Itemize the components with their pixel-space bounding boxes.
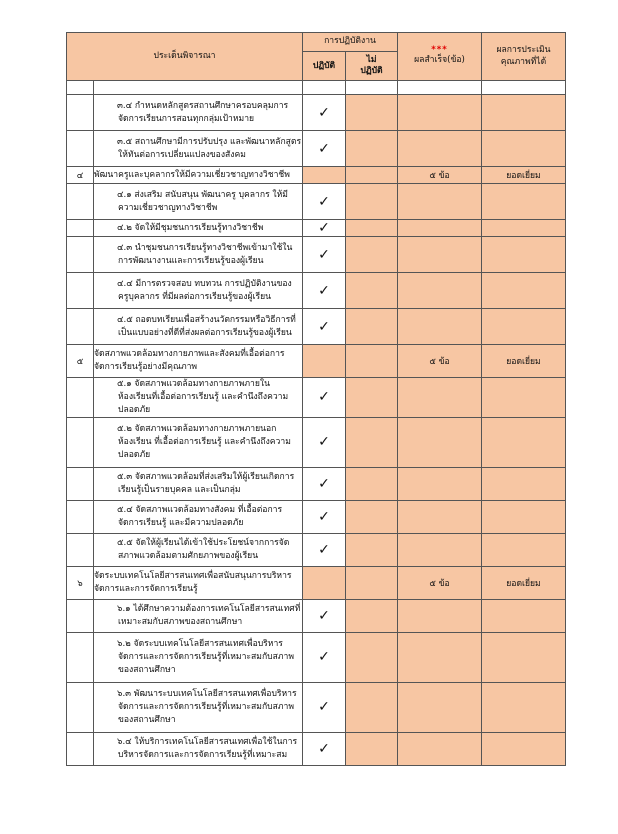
result-cell xyxy=(398,632,482,682)
row-text: พัฒนาครูและบุคลากรให้มีความเชี่ยวชาญทางวิชาชีพ xyxy=(94,167,303,184)
table-row xyxy=(67,220,566,237)
not-done-cell xyxy=(346,131,398,167)
table-body xyxy=(67,81,566,766)
row-number xyxy=(67,500,94,533)
quality-cell: ยอดเยี่ยม xyxy=(482,345,566,378)
table-row xyxy=(67,378,566,418)
result-cell xyxy=(398,273,482,309)
result-cell xyxy=(398,95,482,131)
result-cell xyxy=(398,732,482,765)
not-done-header xyxy=(346,52,398,81)
done-cell xyxy=(303,599,346,632)
sub-item-text: ๖.๓ พัฒนาระบบเทคโนโลยีสารสนเทศเพื่อบริหารจัดการและการจัดการเรียนรู้ที่เหมาะสมกับสภาพของสถานศึกษา xyxy=(117,688,297,725)
table-row xyxy=(67,417,566,467)
row-number xyxy=(67,632,94,682)
sub-item-text: ๖.๔ ให้บริการเทคโนโลยีสารสนเทศเพื่อใช้ในการบริหารจัดการและการจัดการเรียนรู้ที่เหมาะสม xyxy=(117,736,298,760)
quality-header-line1: ผลการประเมิน xyxy=(496,44,551,55)
row-number xyxy=(67,81,94,95)
row-number xyxy=(67,599,94,632)
check-icon: ✓ xyxy=(318,607,330,624)
done-cell xyxy=(303,273,346,309)
sub-item-text: ๕.๒ จัดสภาพแวดล้อมทางกายภาพภายนอกห้องเรียน ที่เอื้อต่อการเรียนรู้ และคำนึงถึงความปลอดภัย xyxy=(117,423,291,460)
quality-cell xyxy=(482,184,566,220)
not-done-cell xyxy=(346,184,398,220)
row-number xyxy=(67,131,94,167)
table-row xyxy=(67,237,566,273)
not-done-cell xyxy=(346,467,398,500)
section-row xyxy=(67,345,566,378)
row-text xyxy=(94,682,303,732)
sub-item-text: ๔.๔ มีการตรวจสอบ ทบทวน การปฏิบัติงานของครูบุคลากร ที่มีผลต่อการเรียนรู้ของผู้เรียน xyxy=(117,278,292,302)
result-cell xyxy=(398,533,482,566)
done-cell xyxy=(303,500,346,533)
check-icon: ✓ xyxy=(318,541,330,558)
not-done-cell xyxy=(346,309,398,345)
quality-cell xyxy=(482,131,566,167)
row-text xyxy=(94,417,303,467)
quality-cell xyxy=(482,467,566,500)
done-cell xyxy=(303,566,346,599)
quality-cell xyxy=(482,632,566,682)
table-row xyxy=(67,732,566,765)
row-text xyxy=(94,131,303,167)
row-number xyxy=(67,237,94,273)
not-done-cell xyxy=(346,533,398,566)
not-done-cell xyxy=(346,345,398,378)
row-text xyxy=(94,500,303,533)
table-row xyxy=(67,533,566,566)
table-row xyxy=(67,131,566,167)
sub-item-text: ๔.๕ ถอดบทเรียนเพื่อสร้างนวัตกรรมหรือวิธีการที่เป็นแบบอย่างที่ดีที่ส่งผลต่อการเรียนรู้ของผู้เรียน xyxy=(117,314,296,338)
row-text xyxy=(94,467,303,500)
row-number xyxy=(67,533,94,566)
result-cell xyxy=(398,220,482,237)
row-text xyxy=(94,81,303,95)
done-cell xyxy=(303,81,346,95)
done-cell xyxy=(303,95,346,131)
row-number xyxy=(67,273,94,309)
row-number xyxy=(67,220,94,237)
result-cell xyxy=(398,184,482,220)
sub-item-text: ๕.๔ จัดสภาพแวดล้อมทางสังคม ที่เอื้อต่อการจัดการเรียนรู้ และมีความปลอดภัย xyxy=(117,504,283,528)
criteria-header: ประเด็นพิจารณา xyxy=(67,33,303,81)
row-number xyxy=(67,732,94,765)
result-cell xyxy=(398,378,482,418)
row-text xyxy=(94,184,303,220)
sub-item-text: ๔.๒ จัดให้มีชุมชนการเรียนรู้ทางวิชาชีพ xyxy=(117,222,264,233)
row-number xyxy=(67,378,94,418)
not-done-cell xyxy=(346,599,398,632)
done-cell xyxy=(303,417,346,467)
row-text xyxy=(94,599,303,632)
row-text xyxy=(94,533,303,566)
sub-item-text: ๕.๕ จัดให้ผู้เรียนได้เข้าใช้ประโยชน์จากการจัดสภาพแวดล้อมตามศักยภาพของผู้เรียน xyxy=(117,537,290,561)
check-icon: ✓ xyxy=(318,220,330,236)
check-icon: ✓ xyxy=(318,193,330,210)
not-done-cell xyxy=(346,566,398,599)
result-cell xyxy=(398,131,482,167)
check-icon: ✓ xyxy=(318,140,330,157)
row-number xyxy=(67,682,94,732)
check-icon: ✓ xyxy=(318,699,330,716)
done-cell xyxy=(303,378,346,418)
quality-cell xyxy=(482,378,566,418)
not-done-cell xyxy=(346,500,398,533)
result-cell xyxy=(398,467,482,500)
quality-cell xyxy=(482,95,566,131)
quality-cell xyxy=(482,220,566,237)
quality-cell xyxy=(482,237,566,273)
check-icon: ✓ xyxy=(318,246,330,263)
quality-cell xyxy=(482,81,566,95)
result-cell xyxy=(398,237,482,273)
result-cell xyxy=(398,599,482,632)
result-cell xyxy=(398,500,482,533)
row-text: จัดสภาพแวดล้อมทางกายภาพและสังคมที่เอื้อต่อการจัดการเรียนรู้อย่างมีคุณภาพ xyxy=(94,345,303,378)
quality-cell xyxy=(482,682,566,732)
quality-cell xyxy=(482,417,566,467)
table-row xyxy=(67,273,566,309)
check-icon: ✓ xyxy=(318,318,330,335)
quality-cell: ยอดเยี่ยม xyxy=(482,566,566,599)
row-number: ๕ xyxy=(67,345,94,378)
sub-item-text: ๔.๓ นำชุมชนการเรียนรู้ทางวิชาชีพเข้ามาใช้ในการพัฒนางานและการเรียนรู้ของผู้เรียน xyxy=(117,242,293,266)
quality-cell xyxy=(482,732,566,765)
not-done-cell xyxy=(346,682,398,732)
not-done-header-line2: ปฏิบัติ xyxy=(360,66,383,76)
check-icon: ✓ xyxy=(318,282,330,299)
not-done-cell xyxy=(346,167,398,184)
not-done-cell xyxy=(346,632,398,682)
done-cell xyxy=(303,309,346,345)
table-row xyxy=(67,682,566,732)
row-number xyxy=(67,95,94,131)
table-row xyxy=(67,81,566,95)
check-icon: ✓ xyxy=(318,508,330,525)
quality-cell xyxy=(482,309,566,345)
check-icon: ✓ xyxy=(318,740,330,757)
quality-header xyxy=(482,33,566,81)
done-cell xyxy=(303,237,346,273)
check-icon: ✓ xyxy=(318,649,330,666)
sub-item-text: ๕.๓ จัดสภาพแวดล้อมที่ส่งเสริมให้ผู้เรียนเกิดการเรียนรู้เป็นรายบุคคล และเป็นกลุ่ม xyxy=(117,471,295,495)
row-number: ๖ xyxy=(67,566,94,599)
not-done-cell xyxy=(346,273,398,309)
check-icon: ✓ xyxy=(318,389,330,406)
table-row xyxy=(67,184,566,220)
sub-item-text: ๔.๑ ส่งเสริม สนับสนุน พัฒนาครู บุคลากร ให้มีความเชี่ยวชาญทางวิชาชีพ xyxy=(117,189,288,213)
not-done-cell xyxy=(346,81,398,95)
result-cell xyxy=(398,417,482,467)
done-header: ปฏิบัติ xyxy=(303,52,346,81)
row-text xyxy=(94,378,303,418)
section-row xyxy=(67,566,566,599)
row-text xyxy=(94,237,303,273)
quality-cell xyxy=(482,273,566,309)
result-cell xyxy=(398,309,482,345)
row-number xyxy=(67,184,94,220)
not-done-cell xyxy=(346,220,398,237)
row-text xyxy=(94,732,303,765)
done-cell xyxy=(303,184,346,220)
result-header-label: ผลสำเร็จ(ข้อ) xyxy=(414,55,465,65)
done-cell xyxy=(303,131,346,167)
evaluation-table xyxy=(66,32,566,766)
row-text: จัดระบบเทคโนโลยีสารสนเทศเพื่อสนับสนุนการบริหารจัดการและการจัดการเรียนรู้ xyxy=(94,566,303,599)
row-text xyxy=(94,220,303,237)
not-done-cell xyxy=(346,95,398,131)
result-cell: ๕ ข้อ xyxy=(398,345,482,378)
table-row xyxy=(67,599,566,632)
result-cell xyxy=(398,81,482,95)
result-cell xyxy=(398,682,482,732)
sub-item-text: ๖.๒ จัดระบบเทคโนโลยีสารสนเทศเพื่อบริหารจัดการและการจัดการเรียนรู้ที่เหมาะสมกับสภาพของสถานศึกษา xyxy=(117,638,295,675)
quality-cell: ยอดเยี่ยม xyxy=(482,167,566,184)
row-text xyxy=(94,309,303,345)
quality-cell xyxy=(482,533,566,566)
check-icon: ✓ xyxy=(318,475,330,492)
row-number xyxy=(67,467,94,500)
quality-cell xyxy=(482,599,566,632)
row-number: ๔ xyxy=(67,167,94,184)
table-row xyxy=(67,632,566,682)
done-cell xyxy=(303,732,346,765)
practice-header: การปฏิบัติงาน xyxy=(303,33,398,52)
quality-cell xyxy=(482,500,566,533)
done-cell xyxy=(303,682,346,732)
table-row xyxy=(67,500,566,533)
sub-item-text: ๓.๕ สถานศึกษามีการปรับปรุง และพัฒนาหลักสูตรให้ทันต่อการเปลี่ยนแปลงของสังคม xyxy=(117,136,302,160)
row-number xyxy=(67,417,94,467)
result-cell: ๕ ข้อ xyxy=(398,566,482,599)
row-text xyxy=(94,95,303,131)
result-cell: ๕ ข้อ xyxy=(398,167,482,184)
sub-item-text: ๕.๑ จัดสภาพแวดล้อมทางกายภาพภายในห้องเรียนที่เอื้อต่อการเรียนรู้ และคำนึงถึงความปลอดภัย xyxy=(117,379,289,415)
stars-mark: *** xyxy=(431,45,448,56)
section-row xyxy=(67,167,566,184)
done-cell xyxy=(303,632,346,682)
not-done-header-line1: ไม่ xyxy=(366,55,377,66)
result-header xyxy=(398,33,482,81)
row-number xyxy=(67,309,94,345)
table-row xyxy=(67,95,566,131)
sub-item-text: ๓.๔ กำหนดหลักสูตรสถานศึกษาครอบคลุมการจัดการเรียนการสอนทุกกลุ่มเป้าหมาย xyxy=(117,100,289,124)
not-done-cell xyxy=(346,378,398,418)
sub-item-text: ๖.๑ ได้ศึกษาความต้องการเทคโนโลยีสารสนเทศที่เหมาะสมกับสภาพของสถานศึกษา xyxy=(117,603,301,627)
done-cell xyxy=(303,167,346,184)
not-done-cell xyxy=(346,417,398,467)
not-done-cell xyxy=(346,237,398,273)
row-text xyxy=(94,632,303,682)
not-done-cell xyxy=(346,732,398,765)
done-cell xyxy=(303,533,346,566)
check-icon: ✓ xyxy=(318,434,330,451)
done-cell xyxy=(303,220,346,237)
done-cell xyxy=(303,345,346,378)
table-row xyxy=(67,467,566,500)
done-cell xyxy=(303,467,346,500)
row-text xyxy=(94,273,303,309)
table-row xyxy=(67,309,566,345)
quality-header-line2: คุณภาพที่ได้ xyxy=(500,56,547,67)
check-icon: ✓ xyxy=(318,104,330,121)
